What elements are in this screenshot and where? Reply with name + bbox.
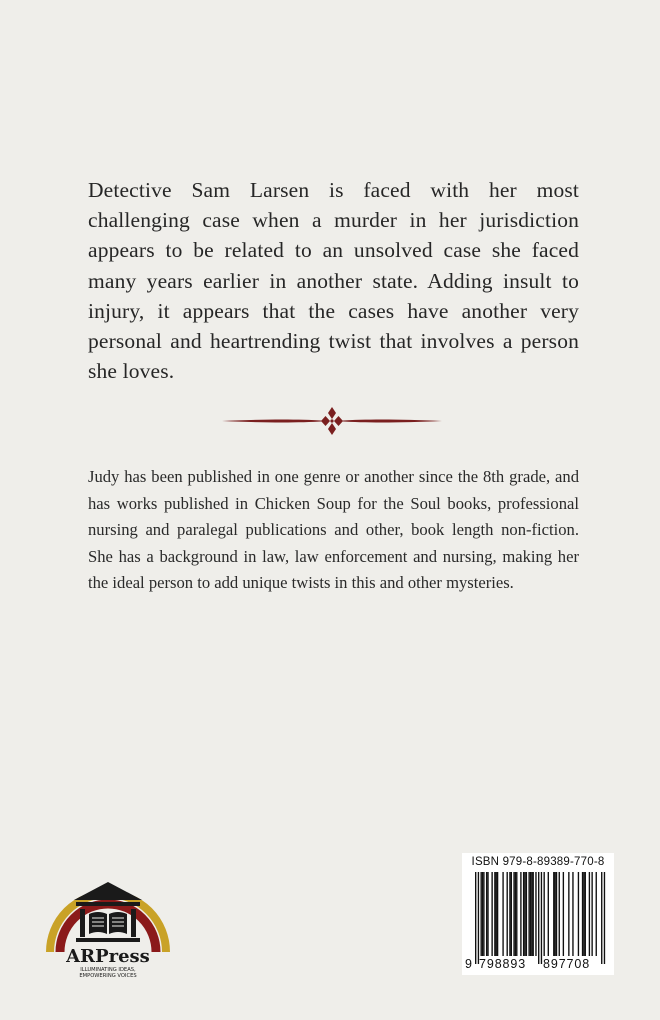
barcode-bar [596,872,597,956]
barcode-bar [513,872,514,956]
barcode-bar [548,872,549,956]
barcode-bar [530,872,531,956]
barcode-bar [583,872,584,956]
barcode-bar [487,872,488,956]
barcode-bar [494,872,495,956]
barcode-bar [482,872,483,956]
barcode-bar [526,872,527,956]
barcode-bar [533,872,534,956]
book-blurb: Detective Sam Larsen is faced with her most challenging case when a murder in her jurisdiction appears to be related to an unsolved case she faced many years earlier in another state. Adding insult to injury, it appears that the cases have another very personal and heartrending twist that involves a person she loves. [88,178,579,384]
publisher-name: ARPress [66,946,150,967]
isbn-label: ISBN 979-8-89389-770-8 [471,856,605,868]
barcode-bar [523,872,524,956]
barcode-bar [480,872,481,956]
barcode-bar [554,872,555,956]
publisher-logo [42,852,174,984]
barcode-bar [475,872,476,964]
barcode-digits [462,957,614,973]
barcode-digits-right: 897708 [543,957,591,971]
author-bio: Judy has been published in one genre or another since the 8th grade, and has works published in Chicken Soup for the Soul books, professional nursing and paralegal publications and other, book length non-fiction. She has a background in law, law enforcement and nursing, making her the ideal person to add unique twists in this and other mysteries. [88,467,579,593]
barcode-bar [535,872,536,956]
barcode-bar [553,872,554,956]
barcode-bar [541,872,542,964]
barcode-digits-left: 798893 [479,957,527,971]
publisher-tagline-2: EMPOWERING VOICES [79,973,137,979]
barcode-bar [515,872,516,956]
barcode-bar [585,872,586,956]
barcode-bar [509,872,510,956]
publisher-tagline-1: ILLUMINATING IDEAS, [80,967,136,973]
barcode-bar [520,872,521,956]
barcode-bar [578,872,579,956]
barcode-bar [524,872,525,956]
barcode-bar [589,872,590,956]
barcode-bar [502,872,503,956]
barcode-bar [496,872,497,956]
barcode-bar [601,872,602,964]
barcode-bar [516,872,517,956]
barcode-bar [538,872,539,964]
barcode-bar [478,872,479,964]
barcode-bar [563,872,564,956]
barcode-bar [544,872,545,956]
barcode-bar [531,872,532,956]
barcode-bar [507,872,508,956]
barcode-bar [486,872,487,956]
barcode-bar [572,872,573,956]
barcode-digit-lead: 9 [465,957,473,971]
isbn-barcode [462,853,614,975]
barcode-bar [568,872,569,956]
barcode-bar [511,872,512,956]
barcode-bar [591,872,592,956]
barcode-bar [582,872,583,956]
barcode-bar [604,872,605,964]
barcode-bar [497,872,498,956]
barcode-bar [559,872,560,956]
barcode-bar [556,872,557,956]
barcode-bar [528,872,529,956]
ornament-divider [222,406,442,436]
library-building-icon [74,882,142,942]
barcode-bar [491,872,492,956]
barcode-bar [483,872,484,956]
